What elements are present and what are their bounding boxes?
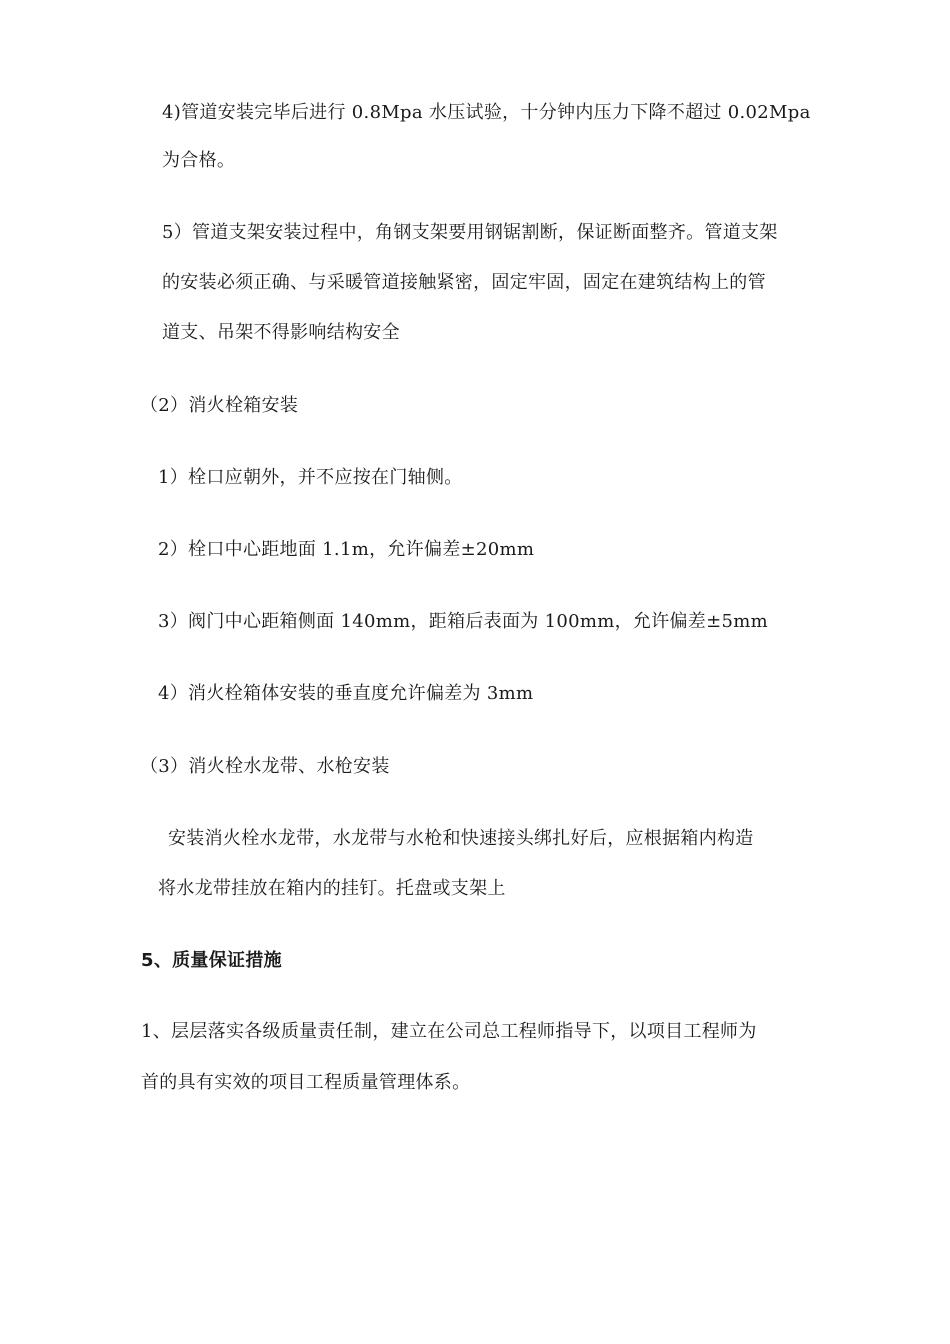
section-2-item-1: 1）栓口应朝外，并不应按在门轴侧。 (158, 467, 463, 488)
item-4-line-1: 4)管道安装完毕后进行 0.8Mpa 水压试验，十分钟内压力下降不超过 0.02Mpa (162, 102, 811, 123)
section-5-line-2: 首的具有实效的项目工程质量管理体系。 (141, 1072, 471, 1093)
section-3-line-2: 将水龙带挂放在箱内的挂钉。托盘或支架上 (158, 878, 506, 899)
item-5-line-3: 道支、吊架不得影响结构安全 (162, 322, 400, 343)
section-3-line-1: 安装消火栓水龙带，水龙带与水枪和快速接头绑扎好后，应根据箱内构造 (168, 828, 754, 849)
section-3-title: （3）消火栓水龙带、水枪安装 (140, 756, 390, 777)
section-5-line-1: 1、层层落实各级质量责任制，建立在公司总工程师指导下，以项目工程师为 (141, 1021, 757, 1042)
item-4-line-2: 为合格。 (162, 150, 236, 171)
section-5-heading: 5、质量保证措施 (141, 950, 282, 971)
item-5-line-2: 的安装必须正确、与采暖管道接触紧密，固定牢固，固定在建筑结构上的管 (162, 272, 766, 293)
item-5-line-1: 5）管道支架安装过程中，角钢支架要用钢锯割断，保证断面整齐。管道支架 (162, 222, 778, 243)
section-2-item-3: 3）阀门中心距箱侧面 140mm，距箱后表面为 100mm，允许偏差±5mm (158, 611, 768, 632)
section-2-item-2: 2）栓口中心距地面 1.1m，允许偏差±20mm (158, 539, 535, 560)
section-2-title: （2）消火栓箱安装 (140, 395, 299, 416)
section-2-item-4: 4）消火栓箱体安装的垂直度允许偏差为 3mm (158, 683, 534, 704)
